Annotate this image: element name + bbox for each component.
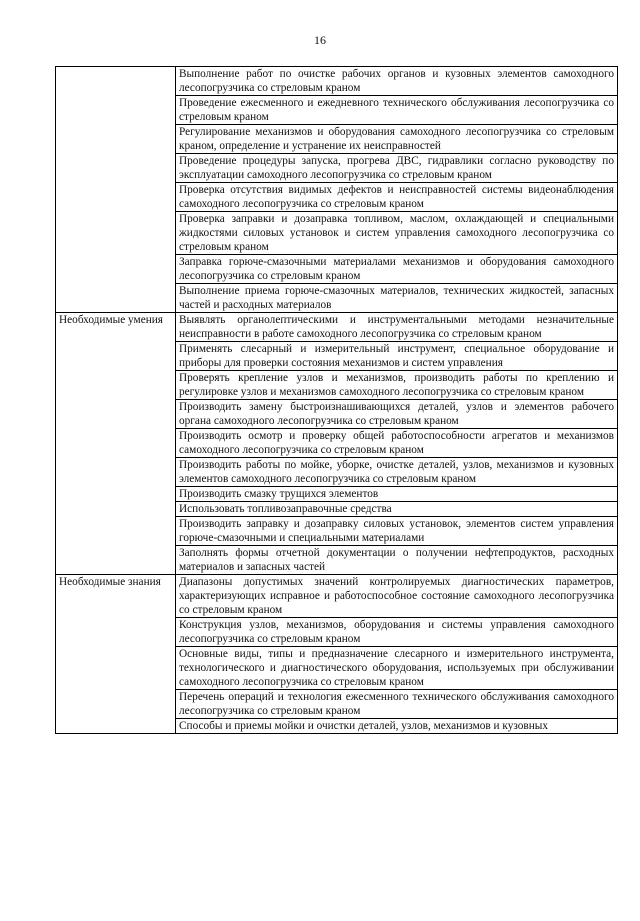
item-text: Производить работы по мойке, уборке, очистке деталей, узлов, механизмов и кузовных элементов самоходного лесопогрузчика со стреловым краном <box>179 459 614 485</box>
table-cell-item <box>176 67 618 96</box>
page-number: 16 <box>314 33 326 47</box>
table-cell-item <box>176 284 618 313</box>
item-text: Производить смазку трущихся элементов <box>179 488 379 500</box>
table-cell-item <box>176 154 618 183</box>
table-cell-item <box>176 575 618 618</box>
requirements-table-body <box>56 67 618 734</box>
table-row <box>56 575 618 618</box>
item-text: Выполнение приема горюче-смазочных материалов, технических жидкостей, запасных частей и расходных материалов <box>179 285 614 311</box>
table-cell-item <box>176 255 618 284</box>
table-cell-item <box>176 212 618 255</box>
item-text: Выявлять органолептическими и инструментальными методами незначительные неисправности в работе самоходного лесопогрузчика со стреловым краном <box>179 314 614 340</box>
item-text: Заполнять формы отчетной документации о получении нефтепродуктов, расходных материалов и запасных частей <box>179 547 614 573</box>
section-label-cell <box>56 313 176 575</box>
table-cell-item <box>176 313 618 342</box>
item-text: Основные виды, типы и предназначение слесарного и измерительного инструмента, технологического и диагностического оборудования, используемых при обслуживании самоходного лесопогрузчика со стреловым краном <box>179 648 614 688</box>
table-cell-item <box>176 719 618 734</box>
table-cell-item <box>176 400 618 429</box>
table-cell-item <box>176 429 618 458</box>
item-text: Конструкция узлов, механизмов, оборудования и системы управления самоходного лесопогрузчика со стреловым краном <box>179 619 614 645</box>
table-cell-item <box>176 458 618 487</box>
section-label-cell <box>56 67 176 313</box>
item-text: Применять слесарный и измерительный инструмент, специальное оборудование и приборы для проверки состояния механизмов и систем управления <box>179 343 614 369</box>
table-cell-item <box>176 618 618 647</box>
table-row <box>56 313 618 342</box>
table-cell-item <box>176 125 618 154</box>
table-cell-item <box>176 690 618 719</box>
item-text: Проведение ежесменного и ежедневного технического обслуживания лесопогрузчика со стреловым краном <box>179 97 614 123</box>
item-text: Регулирование механизмов и оборудования самоходного лесопогрузчика со стреловым краном, определение и устранение их неисправностей <box>179 126 614 152</box>
table-cell-item <box>176 647 618 690</box>
item-text: Производить осмотр и проверку общей работоспособности агрегатов и механизмов самоходного лесопогрузчика со стреловым краном <box>179 430 614 456</box>
table-cell-item <box>176 517 618 546</box>
table-cell-item <box>176 546 618 575</box>
item-text: Проверка заправки и дозаправка топливом, маслом, охлаждающей и специальными жидкостями силовых установок и систем управления самоходного лесопогрузчика со стреловым краном <box>179 213 614 253</box>
table-cell-item <box>176 96 618 125</box>
requirements-table <box>55 66 618 734</box>
item-text: Проведение процедуры запуска, прогрева ДВС, гидравлики согласно руководству по эксплуатации самоходного лесопогрузчика со стреловым краном <box>179 155 614 181</box>
item-text: Заправка горюче-смазочными материалами механизмов и оборудования самоходного лесопогрузчика со стреловым краном <box>179 256 614 282</box>
item-text: Использовать топливозаправочные средства <box>179 503 392 515</box>
table-cell-item <box>176 183 618 212</box>
section-label: Необходимые знания <box>59 576 161 588</box>
item-text: Проверять крепление узлов и механизмов, производить работы по креплению и регулировке узлов и механизмов самоходного лесопогрузчика со стреловым краном <box>179 372 614 398</box>
table-cell-item <box>176 487 618 502</box>
table-row <box>56 67 618 96</box>
section-label: Необходимые умения <box>59 314 163 326</box>
item-text: Перечень операций и технология ежесменного технического обслуживания самоходного лесопогрузчика со стреловым краном <box>179 691 614 717</box>
item-text: Диапазоны допустимых значений контролируемых диагностических параметров, характеризующих исправное и работоспособное состояние самоходного лесопогрузчика со стреловым краном <box>179 576 614 616</box>
item-text: Производить замену быстроизнашивающихся деталей, узлов и элементов рабочего органа самоходного лесопогрузчика со стреловым краном <box>179 401 614 427</box>
table-cell-item <box>176 371 618 400</box>
item-text: Способы и приемы мойки и очистки деталей, узлов, механизмов и кузовных <box>179 720 549 732</box>
item-text: Выполнение работ по очистке рабочих органов и кузовных элементов самоходного лесопогрузчика со стреловым краном <box>179 68 614 94</box>
section-label-cell <box>56 575 176 734</box>
item-text: Производить заправку и дозаправку силовых установок, элементов систем управления горюче-смазочными и специальными материалами <box>179 518 614 544</box>
item-text: Проверка отсутствия видимых дефектов и неисправностей системы видеонаблюдения самоходного лесопогрузчика со стреловым краном <box>179 184 614 210</box>
table-cell-item <box>176 342 618 371</box>
table-cell-item <box>176 502 618 517</box>
